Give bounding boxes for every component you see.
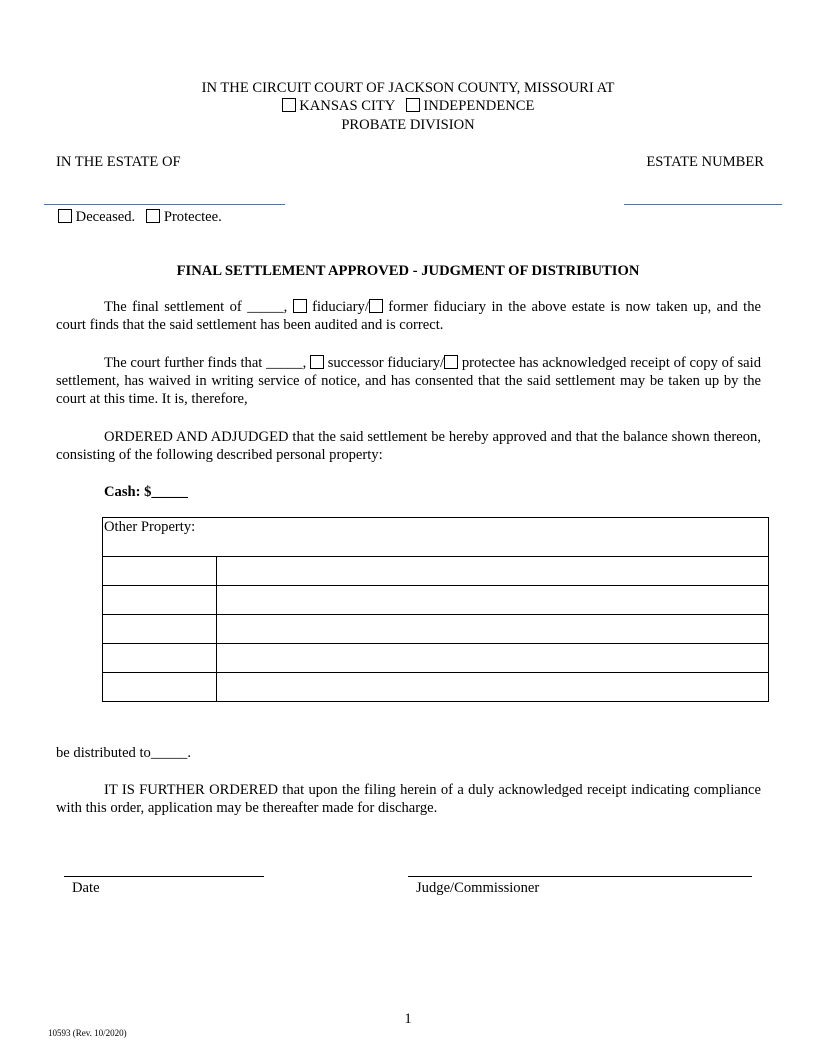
table-row bbox=[103, 557, 769, 586]
distributed-to-line: be distributed to_____. bbox=[56, 745, 191, 761]
estate-number-label: ESTATE NUMBER bbox=[646, 154, 764, 170]
settlement-text-end: former fiduciary in the above estate is now taken up, and the court finds that the said settlement has been audited and is correct. bbox=[56, 299, 761, 333]
property-qty-cell[interactable] bbox=[103, 615, 217, 644]
judge-label: Judge/Commissioner bbox=[416, 880, 540, 896]
former-fiduciary-checkbox[interactable] bbox=[369, 299, 383, 313]
judge-signature-line[interactable] bbox=[408, 876, 752, 877]
property-qty-cell[interactable] bbox=[103, 673, 217, 702]
further-ordered-text: IT IS FURTHER ORDERED that upon the filing herein of a duly acknowledged receipt indicating compliance with this order, application may be thereafter made for discharge. bbox=[56, 782, 761, 816]
property-table-header: Other Property: bbox=[103, 518, 769, 557]
property-desc-cell[interactable] bbox=[217, 557, 769, 586]
property-desc-cell[interactable] bbox=[217, 644, 769, 673]
settlement-paragraph bbox=[56, 298, 761, 334]
protectee-label: Protectee. bbox=[163, 209, 222, 225]
findings-text-start: The court further finds that _____, bbox=[104, 355, 307, 371]
independence-checkbox[interactable] bbox=[406, 98, 420, 112]
estate-of-label: IN THE ESTATE OF bbox=[56, 154, 181, 170]
date-signature-line[interactable] bbox=[64, 876, 264, 877]
property-desc-cell[interactable] bbox=[217, 615, 769, 644]
estate-number-field[interactable] bbox=[624, 204, 782, 205]
form-code: 10593 (Rev. 10/2020) bbox=[48, 1028, 127, 1038]
deceased-label: Deceased. bbox=[75, 209, 136, 225]
ordered-text: ORDERED AND ADJUDGED that the said settlement be hereby approved and that the balance shown thereon, consisting of the following described personal property: bbox=[56, 429, 761, 463]
date-label: Date bbox=[72, 880, 100, 896]
kansas-city-checkbox[interactable] bbox=[282, 98, 296, 112]
findings-text-end: protectee has acknowledged receipt of copy of said settlement, has waived in writing service of notice, and has consented that the said settlement may be taken up by the court at this time. It is, therefore, bbox=[56, 355, 761, 407]
fiduciary-checkbox[interactable] bbox=[293, 299, 307, 313]
property-qty-cell[interactable] bbox=[103, 586, 217, 615]
table-row bbox=[103, 586, 769, 615]
page-number: 1 bbox=[404, 1011, 412, 1027]
successor-fiduciary-label: successor fiduciary/ bbox=[327, 355, 445, 371]
kansas-city-label: KANSAS CITY bbox=[299, 98, 395, 114]
cash-label: Cash: $ bbox=[104, 484, 152, 500]
table-row bbox=[103, 673, 769, 702]
cash-line bbox=[104, 483, 188, 501]
protectee-ack-checkbox[interactable] bbox=[444, 355, 458, 369]
location-options bbox=[0, 97, 816, 115]
division-heading: PROBATE DIVISION bbox=[341, 117, 475, 133]
property-qty-cell[interactable] bbox=[103, 557, 217, 586]
independence-label: INDEPENDENCE bbox=[423, 98, 535, 114]
property-desc-cell[interactable] bbox=[217, 586, 769, 615]
ordered-paragraph bbox=[56, 428, 761, 464]
settlement-text-start: The final settlement of _____, bbox=[104, 299, 288, 315]
findings-paragraph bbox=[56, 354, 761, 408]
table-row bbox=[103, 615, 769, 644]
document-title: FINAL SETTLEMENT APPROVED - JUDGMENT OF DISTRIBUTION bbox=[176, 263, 640, 279]
table-row bbox=[103, 644, 769, 673]
court-heading: IN THE CIRCUIT COURT OF JACKSON COUNTY, MISSOURI AT bbox=[201, 80, 615, 96]
property-desc-cell[interactable] bbox=[217, 673, 769, 702]
protectee-checkbox[interactable] bbox=[146, 209, 160, 223]
property-qty-cell[interactable] bbox=[103, 644, 217, 673]
successor-fiduciary-checkbox[interactable] bbox=[310, 355, 324, 369]
cash-amount-field[interactable]: _____ bbox=[151, 484, 188, 500]
property-table bbox=[102, 517, 769, 702]
estate-name-field[interactable] bbox=[44, 204, 285, 205]
further-ordered-paragraph bbox=[56, 781, 761, 817]
deceased-checkbox[interactable] bbox=[58, 209, 72, 223]
status-options bbox=[58, 208, 222, 226]
fiduciary-label: fiduciary/ bbox=[312, 299, 369, 315]
